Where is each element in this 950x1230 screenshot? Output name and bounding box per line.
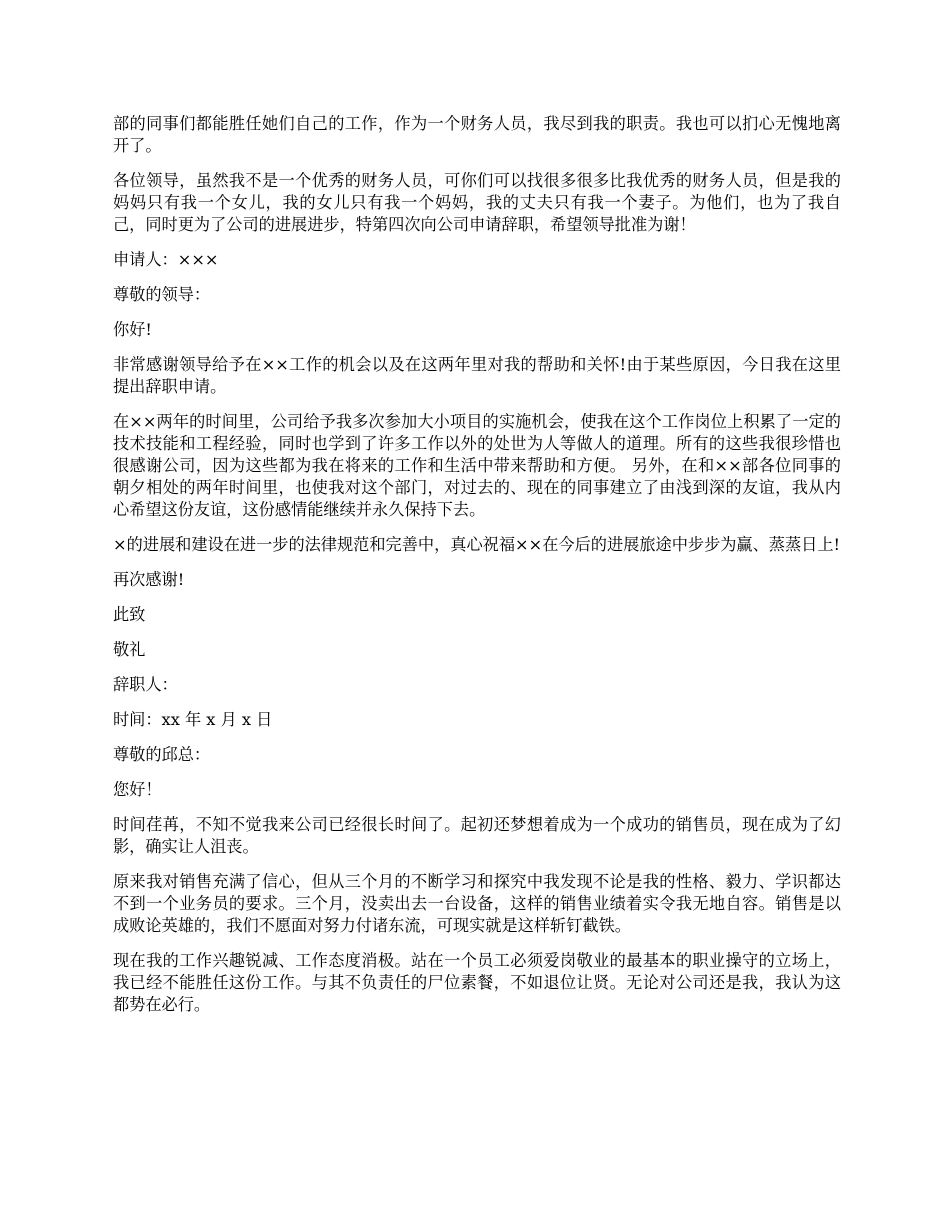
paragraph-continuation: 部的同事们都能胜任她们自己的工作，作为一个财务人员，我尽到我的职责。我也可以扪心无愧地离开了。	[113, 114, 841, 155]
paragraph-sales: 原来我对销售充满了信心，但从三个月的不断学习和探究中我发现不论是我的性格、毅力、学识都达不到一个业务员的要求。三个月，没卖出去一台设备，这样的销售业绩着实令我无地自容。销售是以成败论英雄的，我们不愿面对努力付诸东流，可现实就是这样斩钉截铁。	[113, 872, 841, 935]
document-body	[113, 113, 841, 1029]
date-line: 时间：xx 年 x 月 x 日	[113, 710, 273, 729]
paragraph-time: 时间荏苒，不知不觉我来公司已经很长时间了。起初还梦想着成为一个成功的销售员，现在成为了幻影，确实让人沮丧。	[113, 815, 841, 856]
thanks-again: 再次感谢!	[113, 570, 185, 589]
resigner-line: 辞职人：	[113, 675, 178, 694]
greeting-2: 您好！	[113, 780, 162, 799]
paragraph-thanks: 非常感谢领导给予在××工作的机会以及在这两年里对我的帮助和关怀!由于某些原因，今日我在这里提出辞职申请。	[113, 355, 841, 396]
paragraph-experience: 在××两年的时间里，公司给予我多次参加大小项目的实施机会，使我在这个工作岗位上积累了一定的技术技能和工程经验，同时也学到了许多工作以外的处世为人等做人的道理。所有的这些我很珍惜也很感谢公司，因为这些都为我在将来的工作和生活中带来帮助和方便。 另外，在和××部各位同事的朝夕相处的两年时间里，也使我对这个部门，对过去的、现在的同事建立了由浅到深的友谊，我从内心希望这份友谊，这份感情能继续并永久保持下去。	[113, 412, 841, 519]
paragraph-wishes: ×的进展和建设在进一步的法律规范和完善中，真心祝福××在今后的进展旅途中步步为赢、蒸蒸日上!	[113, 535, 841, 554]
closing-cizhi: 此致	[113, 605, 146, 624]
closing-jingli: 敬礼	[113, 640, 146, 659]
salutation-qiu: 尊敬的邱总：	[113, 745, 211, 764]
paragraph-reason: 各位领导，虽然我不是一个优秀的财务人员，可你们可以找很多很多比我优秀的财务人员，但是我的妈妈只有我一个女儿，我的女儿只有我一个妈妈，我的丈夫只有我一个妻子。为他们，也为了我自己，同时更为了公司的进展进步，特第四次向公司申请辞职，希望领导批准为谢！	[113, 171, 841, 234]
applicant-line: 申请人：×××	[113, 250, 219, 269]
greeting: 你好!	[113, 320, 152, 339]
paragraph-attitude: 现在我的工作兴趣锐减、工作态度消极。站在一个员工必须爱岗敬业的最基本的职业操守的立场上，我已经不能胜任这份工作。与其不负责任的尸位素餐，不如退位让贤。无论对公司还是我，我认为这都势在必行。	[113, 951, 841, 1014]
salutation-leader: 尊敬的领导：	[113, 285, 211, 304]
